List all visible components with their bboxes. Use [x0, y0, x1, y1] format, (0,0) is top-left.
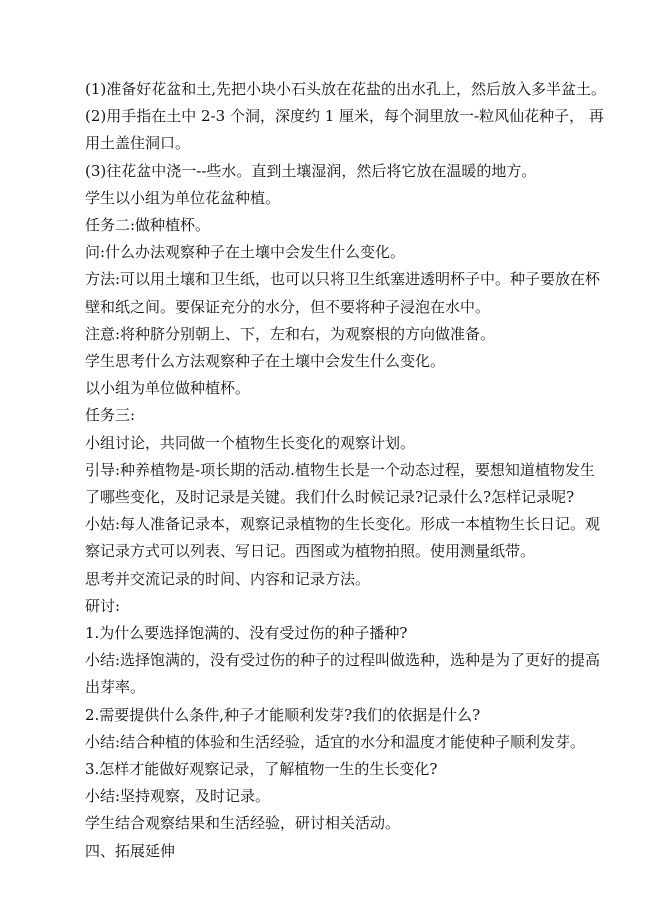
text-line-10: 注意:将种脐分别朝上、下，左和右，为观察根的方向做准备。: [85, 324, 496, 343]
section-heading-discussion: 研讨:: [85, 596, 121, 615]
text-line-12: 以小组为单位做种植杯。: [85, 379, 251, 398]
text-line-9: 壁和纸之间。要保证充分的水分，但不要将种子浸泡在水中。: [85, 297, 491, 316]
text-line-15: 引导:种养植物是-项长期的活动.植物生长是一个动态过程，要想知道植物发生: [85, 460, 595, 479]
text-line-28: 学生结合观察结果和生活经验，研讨相关活动。: [85, 814, 401, 833]
summary-1: 小结:选择饱满的，没有受过伤的种子的过程叫做选种，选种是为了更好的提高: [85, 651, 601, 670]
text-line-1: (1)准备好花盆和土,先把小块小石头放在花盐的出水孔上，然后放入多半盆土。: [85, 80, 607, 98]
text-line-4: (3)往花盆中浇一--些水。直到土壤湿润，然后将它放在温暖的地方。: [85, 161, 537, 180]
section-heading-task-2: 任务二:做种植杯。: [85, 216, 211, 235]
text-line-3: 用土盖住洞口。: [85, 134, 191, 153]
summary-2: 小结:结合种植的体验和生活经验，适宜的水分和温度才能使种子顺利发芽。: [85, 732, 586, 751]
text-line-16: 了哪些变化，及时记录是关键。我们什么时候记录?记录什么?怎样记录呢?: [85, 488, 575, 507]
summary-1-continued: 出芽率。: [85, 678, 146, 697]
question-3: 3.怎样才能做好观察记录，了解植物一生的生长变化?: [85, 760, 438, 779]
text-line-17: 小姑:每人准备记录本，观察记录植物的生长变化。形成一本植物生长日记。观: [85, 515, 601, 534]
question-1: 1.为什么要选择饱满的、没有受过伤的种子播种?: [85, 624, 408, 643]
summary-3: 小结:坚持观察，及时记录。: [85, 787, 271, 806]
text-line-19: 思考并交流记录的时间、内容和记录方法。: [85, 569, 371, 588]
text-line-18: 察记录方式可以列表、写日记。西图或为植物拍照。使用测量纸带。: [85, 542, 536, 561]
text-line-14: 小组讨论，共同做一个植物生长变化的观察计划。: [85, 433, 416, 452]
question-2: 2.需要提供什么条件,种子才能顺利发芽?我们的依据是什么?: [85, 705, 481, 724]
text-line-2: (2)用手指在土中 2-3 个洞，深度约 1 厘米，每个洞里放一-粒风仙花种子， 再: [85, 107, 604, 126]
text-line-11: 学生思考什么方法观察种子在土壤中会发生什么变化。: [85, 352, 446, 371]
section-heading-task-3: 任务三:: [85, 406, 136, 425]
text-line-8: 方法:可以用土壤和卫生纸，也可以只将卫生纸塞进透明杯子中。种子要放在杯: [85, 270, 601, 289]
text-line-5: 学生以小组为单位花盆种植。: [85, 188, 281, 207]
text-line-7: 问:什么办法观察种子在土壤中会发生什么变化。: [85, 243, 406, 262]
section-heading-extension: 四、拓展延伸: [85, 841, 176, 860]
